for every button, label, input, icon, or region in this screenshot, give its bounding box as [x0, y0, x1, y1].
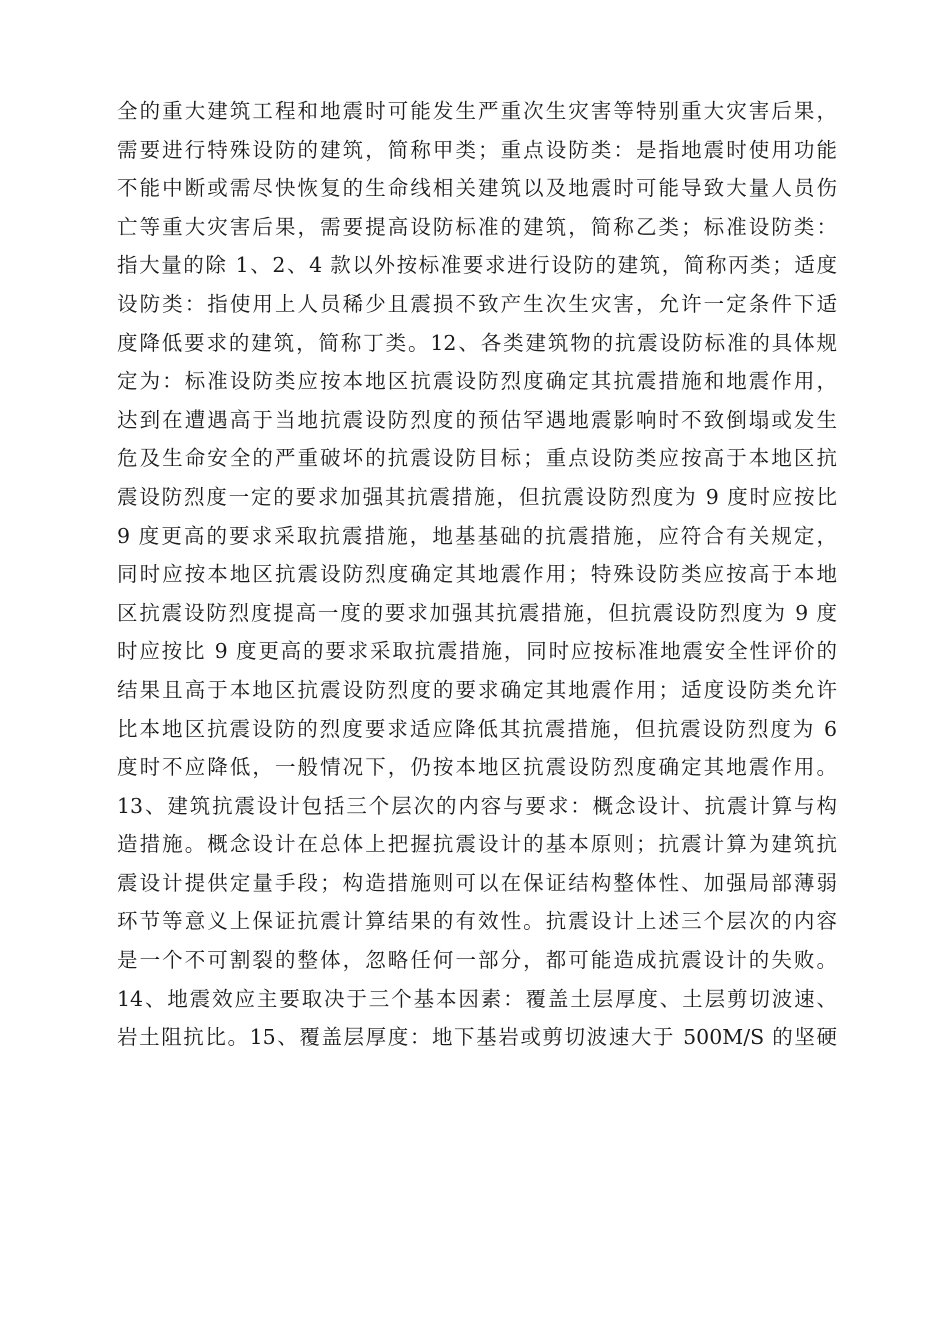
text-line: 定为：标准设防类应按本地区抗震设防烈度确定其抗震措施和地震作用， — [117, 369, 837, 394]
text-line: 岩土阻抗比。15、覆盖层厚度：地下基岩或剪切波速大于 500M/S 的坚硬 — [117, 1025, 837, 1050]
text-line: 比本地区抗震设防的烈度要求适应降低其抗震措施，但抗震设防烈度为 6 — [117, 716, 837, 741]
text-line: 造措施。概念设计在总体上把握抗震设计的基本原则；抗震计算为建筑抗 — [117, 832, 837, 857]
text-line: 14、地震效应主要取决于三个基本因素：覆盖土层厚度、土层剪切波速、 — [117, 986, 837, 1011]
text-line: 9 度更高的要求采取抗震措施，地基基础的抗震措施，应符合有关规定， — [117, 523, 837, 548]
text-line: 震设计提供定量手段；构造措施则可以在保证结构整体性、加强局部薄弱 — [117, 870, 837, 895]
text-line: 不能中断或需尽快恢复的生命线相关建筑以及地震时可能导致大量人员伤 — [117, 176, 837, 201]
text-line: 同时应按本地区抗震设防烈度确定其地震作用；特殊设防类应按高于本地 — [117, 562, 837, 587]
text-line: 13、建筑抗震设计包括三个层次的内容与要求：概念设计、抗震计算与构 — [117, 793, 837, 818]
text-line: 达到在遭遇高于当地抗震设防烈度的预估罕遇地震影响时不致倒塌或发生 — [117, 407, 837, 432]
text-line: 是一个不可割裂的整体，忽略任何一部分，都可能造成抗震设计的失败。 — [117, 948, 837, 973]
text-line: 全的重大建筑工程和地震时可能发生严重次生灾害等特别重大灾害后果， — [117, 99, 837, 123]
text-line: 时应按比 9 度更高的要求采取抗震措施，同时应按标准地震安全性评价的 — [117, 639, 837, 664]
text-line: 需要进行特殊设防的建筑，简称甲类；重点设防类：是指地震时使用功能 — [117, 137, 837, 162]
text-line: 环节等意义上保证抗震计算结果的有效性。抗震设计上述三个层次的内容 — [117, 909, 837, 934]
text-line: 度时不应降低，一般情况下，仍按本地区抗震设防烈度确定其地震作用。 — [117, 755, 837, 780]
text-line: 设防类：指使用上人员稀少且震损不致产生次生灾害，允许一定条件下适 — [117, 291, 837, 316]
text-line: 度降低要求的建筑，简称丁类。12、各类建筑物的抗震设防标准的具体规 — [117, 330, 837, 355]
text-line: 震设防烈度一定的要求加强其抗震措施，但抗震设防烈度为 9 度时应按比 — [117, 484, 837, 509]
text-line: 危及生命安全的严重破坏的抗震设防目标；重点设防类应按高于本地区抗 — [117, 446, 837, 471]
text-line: 指大量的除 1、2、4 款以外按标准要求进行设防的建筑，简称丙类；适度 — [117, 253, 837, 278]
text-line: 亡等重大灾害后果，需要提高设防标准的建筑，简称乙类；标准设防类： — [117, 214, 837, 239]
body-text — [117, 92, 837, 1057]
text-line: 区抗震设防烈度提高一度的要求加强其抗震措施，但抗震设防烈度为 9 度 — [117, 600, 837, 625]
text-line: 结果且高于本地区抗震设防烈度的要求确定其地震作用；适度设防类允许 — [117, 677, 837, 702]
